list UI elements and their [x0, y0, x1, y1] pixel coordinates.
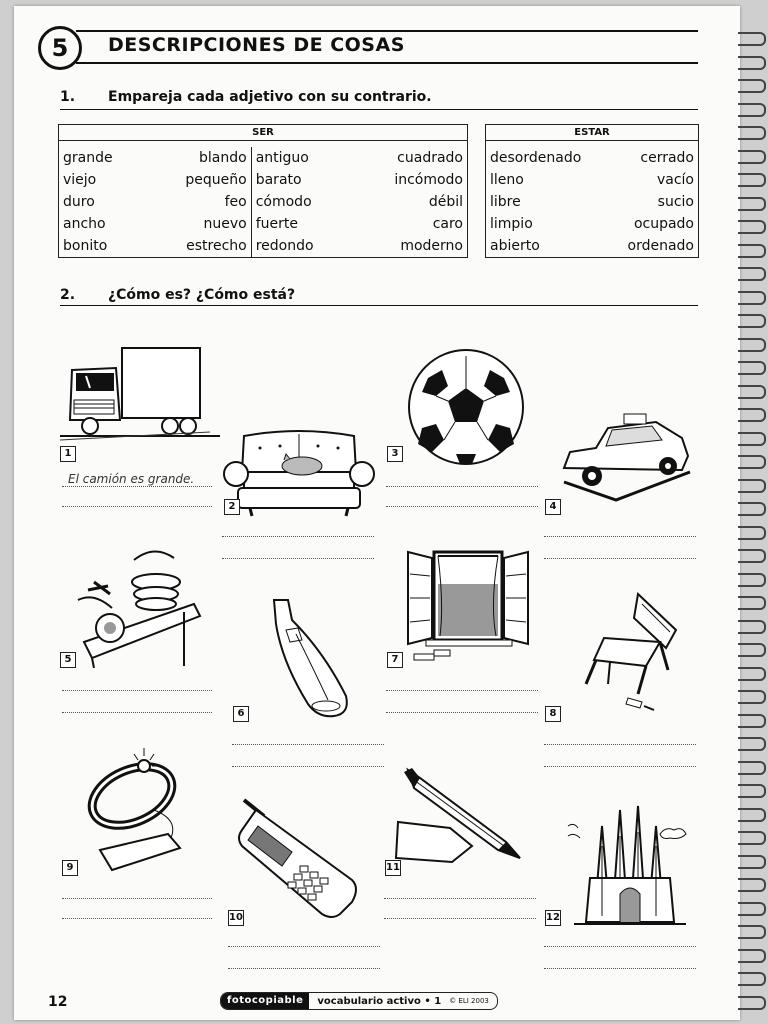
item-number-3: 3	[387, 446, 403, 462]
spiral-ring	[738, 996, 766, 1010]
bottle-image	[262, 596, 358, 720]
estar-row	[486, 191, 699, 213]
section2-number: 2.	[60, 287, 76, 303]
section1-number: 1.	[60, 89, 76, 105]
answer-line	[544, 968, 696, 969]
section1-rule	[60, 109, 698, 110]
spiral-ring	[738, 432, 766, 446]
ser-row	[59, 213, 468, 235]
ser-row	[59, 147, 468, 169]
ser-row	[59, 235, 468, 258]
answer-line	[544, 744, 696, 745]
answer-line	[386, 690, 538, 691]
item-number-6: 6	[233, 706, 249, 722]
item-number-11: 11	[385, 860, 401, 876]
spiral-ring	[738, 667, 766, 681]
estar-table	[485, 124, 699, 258]
answer-line	[386, 506, 538, 507]
dirty-dishes-image	[74, 542, 206, 668]
spiral-ring	[738, 220, 766, 234]
item-number-10: 10	[228, 910, 244, 926]
item-number-4: 4	[545, 499, 561, 515]
spiral-ring	[738, 479, 766, 493]
spiral-ring	[738, 855, 766, 869]
spiral-ring	[738, 808, 766, 822]
ser-word: cómodo	[255, 194, 312, 210]
page-number: 12	[48, 994, 68, 1010]
ser-word: antiguo	[255, 150, 309, 166]
estar-row	[486, 147, 699, 169]
spiral-ring	[738, 291, 766, 305]
spiral-ring	[738, 79, 766, 93]
estar-word: limpio	[490, 216, 533, 232]
estar-word: ordenado	[627, 238, 694, 254]
series-label: vocabulario activo • 1	[317, 995, 442, 1007]
answer-line	[62, 506, 212, 507]
answer-line	[544, 558, 696, 559]
item-number-1: 1	[60, 446, 76, 462]
spiral-ring	[738, 526, 766, 540]
answer-line	[62, 898, 212, 899]
spiral-ring	[738, 549, 766, 563]
spiral-ring	[738, 573, 766, 587]
spiral-ring	[738, 385, 766, 399]
item-number-5: 5	[60, 652, 76, 668]
spiral-ring	[738, 314, 766, 328]
open-window-image	[404, 544, 532, 668]
ser-word: débil	[428, 194, 463, 210]
taxi-image	[556, 408, 692, 502]
estar-word: sucio	[657, 194, 694, 210]
answer-line	[544, 536, 696, 537]
unit-number: 5	[38, 26, 82, 70]
spiral-ring	[738, 338, 766, 352]
ring-image	[84, 740, 198, 872]
spiral-ring	[738, 902, 766, 916]
spiral-ring	[738, 150, 766, 164]
spiral-ring	[738, 103, 766, 117]
ser-word: nuevo	[146, 213, 251, 235]
spiral-ring	[738, 761, 766, 775]
spiral-ring	[738, 596, 766, 610]
ser-word: estrecho	[146, 235, 251, 258]
spiral-ring	[738, 267, 766, 281]
item-number-8: 8	[545, 706, 561, 722]
ser-word: viejo	[63, 172, 97, 188]
spiral-binding	[738, 20, 768, 1020]
spiral-ring	[738, 173, 766, 187]
answer-line	[544, 946, 696, 947]
item-number-2: 2	[224, 499, 240, 515]
header-rule-bottom	[76, 62, 698, 64]
answer-line	[232, 744, 384, 745]
spiral-ring	[738, 408, 766, 422]
ser-word: ancho	[63, 216, 106, 232]
answer-line	[544, 766, 696, 767]
answer-line	[62, 486, 212, 487]
spiral-ring	[738, 737, 766, 751]
spiral-ring	[738, 972, 766, 986]
photocopiable-label: fotocopiable	[221, 993, 309, 1009]
spiral-ring	[738, 197, 766, 211]
answer-line	[62, 712, 212, 713]
spiral-ring	[738, 878, 766, 892]
truck-image	[60, 340, 220, 445]
section2-title: ¿Cómo es? ¿Cómo está?	[108, 287, 296, 303]
spiral-ring	[738, 831, 766, 845]
ser-word: duro	[63, 194, 95, 210]
spiral-ring	[738, 56, 766, 70]
spiral-ring	[738, 244, 766, 258]
ball-image	[404, 348, 528, 466]
page-title: DESCRIPCIONES DE COSAS	[108, 34, 405, 56]
item-number-12: 12	[545, 910, 561, 926]
estar-word: desordenado	[490, 150, 582, 166]
ser-word: blando	[146, 147, 251, 169]
ser-word: pequeño	[146, 169, 251, 191]
ser-word: moderno	[400, 238, 463, 254]
answer-line	[384, 898, 536, 899]
pencil-image	[392, 766, 528, 866]
sofa-image	[220, 428, 378, 520]
answer-line	[228, 946, 380, 947]
ser-table	[58, 124, 468, 258]
estar-word: ocupado	[633, 216, 694, 232]
answer-line	[228, 968, 380, 969]
estar-word: cerrado	[640, 150, 694, 166]
spiral-ring	[738, 502, 766, 516]
copyright-label: © ELI 2003	[449, 997, 489, 1005]
spiral-ring	[738, 455, 766, 469]
spiral-ring	[738, 126, 766, 140]
ser-word: grande	[63, 150, 113, 166]
answer-line	[222, 558, 374, 559]
answer-line	[232, 766, 384, 767]
ser-heading: SER	[59, 125, 468, 141]
estar-row	[486, 169, 699, 191]
header-rule-top	[76, 30, 698, 32]
ser-row	[59, 191, 468, 213]
ser-word: bonito	[63, 238, 108, 254]
ser-word: redondo	[255, 238, 314, 254]
ser-word: caro	[432, 216, 463, 232]
estar-heading: ESTAR	[486, 125, 699, 141]
ser-row	[59, 169, 468, 191]
section2-rule	[60, 305, 698, 306]
estar-row	[486, 213, 699, 235]
spiral-ring	[738, 32, 766, 46]
spiral-ring	[738, 361, 766, 375]
ser-word: incómodo	[394, 172, 463, 188]
estar-word: abierto	[490, 238, 540, 254]
answer-line	[222, 536, 374, 537]
ser-word: barato	[255, 172, 302, 188]
spiral-ring	[738, 690, 766, 704]
estar-word: libre	[490, 194, 521, 210]
broken-chair-image	[580, 590, 684, 714]
item-number-7: 7	[387, 652, 403, 668]
spiral-ring	[738, 643, 766, 657]
ser-word: feo	[146, 191, 251, 213]
answer-line	[386, 486, 538, 487]
footer-banner	[220, 992, 498, 1010]
estar-word: lleno	[490, 172, 524, 188]
item-number-9: 9	[62, 860, 78, 876]
spiral-ring	[738, 925, 766, 939]
answer-line	[62, 918, 212, 919]
estar-word: vacío	[656, 172, 694, 188]
ser-word: cuadrado	[397, 150, 463, 166]
answer-line	[62, 690, 212, 691]
spiral-ring	[738, 784, 766, 798]
answer-line	[384, 918, 536, 919]
estar-row	[486, 235, 699, 258]
answer-line	[386, 712, 538, 713]
section1-title: Empareja cada adjetivo con su contrario.	[108, 89, 432, 105]
spiral-ring	[738, 949, 766, 963]
cathedral-image	[566, 796, 690, 928]
mobile-phone-image	[236, 796, 360, 920]
ser-word: fuerte	[255, 216, 298, 232]
spiral-ring	[738, 620, 766, 634]
item-answer-1: El camión es grande.	[68, 472, 195, 486]
spiral-ring	[738, 714, 766, 728]
